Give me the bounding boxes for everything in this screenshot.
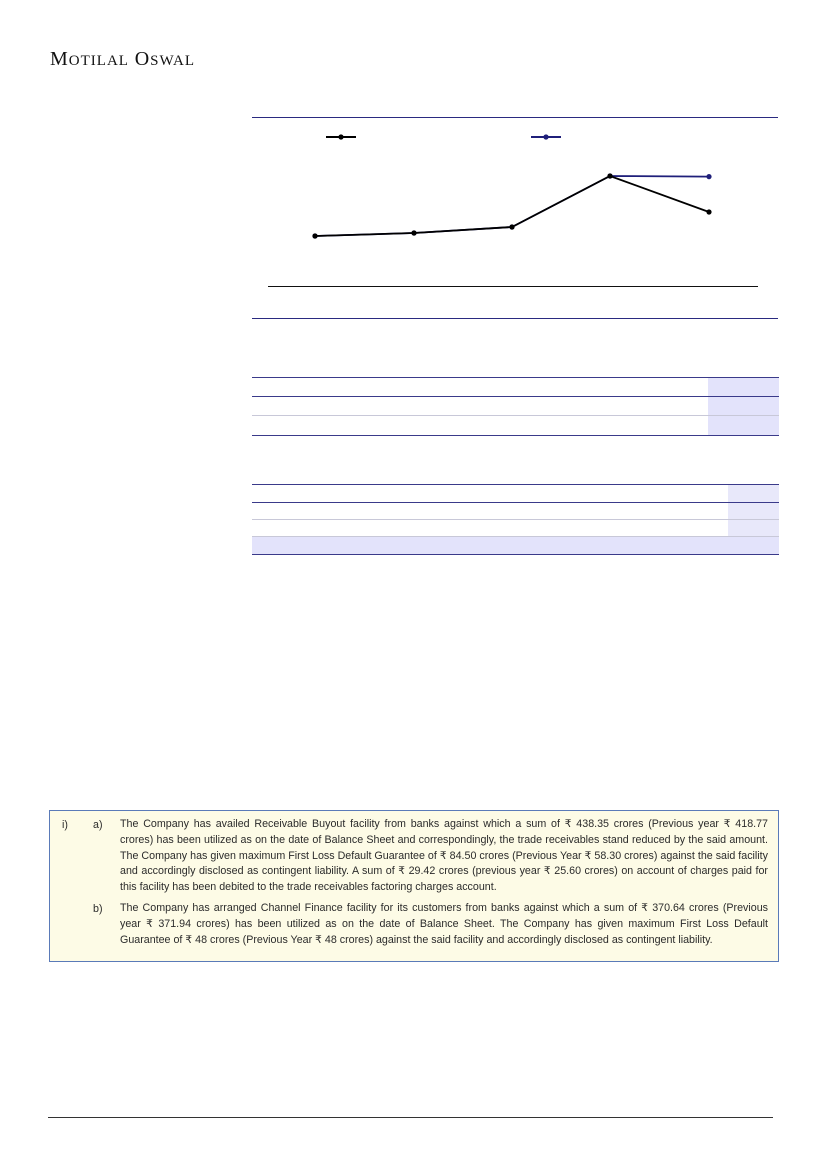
logo-text-swal: SWAL <box>150 53 195 69</box>
table-2-total-rule <box>252 536 779 537</box>
note-text-b: The Company has arranged Channel Finance facility for its customers from banks against which a sum of ₹ 370.64 crores (Previous year ₹ 371.94 crores) has been utilized as on the date of Balance Sheet. The Company has given maximum First Loss Default Guarantee of ₹ 48 crores (Previous Year ₹ 48 crores) against the said facility and accordingly disclosed as contingent liability. <box>120 902 768 946</box>
logo-initial-o: O <box>134 48 151 70</box>
table-2-highlight-column <box>728 484 779 536</box>
table-1-header-rule <box>252 396 779 397</box>
note-letter-b: b) <box>93 903 103 915</box>
note-text-a: The Company has availed Receivable Buyout facility from banks against which a sum of ₹ 438.35 crores (Previous year ₹ 418.77 crores) has been utilized as on the date of Balance Sheet and correspondingly, the trade receivables stand reduced by the said amount. The Company has given maximum First Loss Default Guarantee of ₹ 84.50 crores (Previous Year ₹ 58.30 crores) against the said facility and accordingly disclosed as contingent liability. A sum of ₹ 29.42 crores (previous year ₹ 25.60 crores) on account of charges paid for this facility has been debited to the trade receivables factoring charges account. <box>120 818 768 894</box>
data-point-series-1-1 <box>312 233 317 238</box>
table-1 <box>252 377 779 437</box>
data-point-series-2-5 <box>706 174 711 179</box>
table-2-top-rule <box>252 484 779 485</box>
chart-bottom-rule <box>252 318 778 319</box>
table-2 <box>252 484 779 556</box>
chart-container <box>252 112 778 322</box>
legend-marker-series-1 <box>338 134 343 139</box>
table-2-total-row <box>252 536 779 554</box>
logo-text-otilal: OTILAL <box>68 53 129 69</box>
data-point-series-1-4 <box>607 173 612 178</box>
table-2-header-rule <box>252 502 779 503</box>
note-roman: i) <box>62 819 68 831</box>
table-1-row-divider <box>252 415 779 416</box>
footer-rule <box>48 1117 773 1118</box>
notes-box <box>49 810 779 962</box>
chart-baseline <box>268 286 758 287</box>
data-point-series-1-3 <box>509 224 514 229</box>
note-letter-a: a) <box>93 819 103 831</box>
legend-marker-series-2 <box>543 134 548 139</box>
brand-logo <box>50 48 195 71</box>
table-2-bottom-rule <box>252 554 779 555</box>
table-1-top-rule <box>252 377 779 378</box>
table-1-highlight-column <box>708 377 779 435</box>
logo-initial-m: M <box>50 48 69 70</box>
data-point-series-1-2 <box>411 230 416 235</box>
line-chart <box>252 112 778 322</box>
table-1-bottom-rule <box>252 435 779 436</box>
table-2-row-divider <box>252 519 779 520</box>
data-point-series-1-5 <box>706 209 711 214</box>
